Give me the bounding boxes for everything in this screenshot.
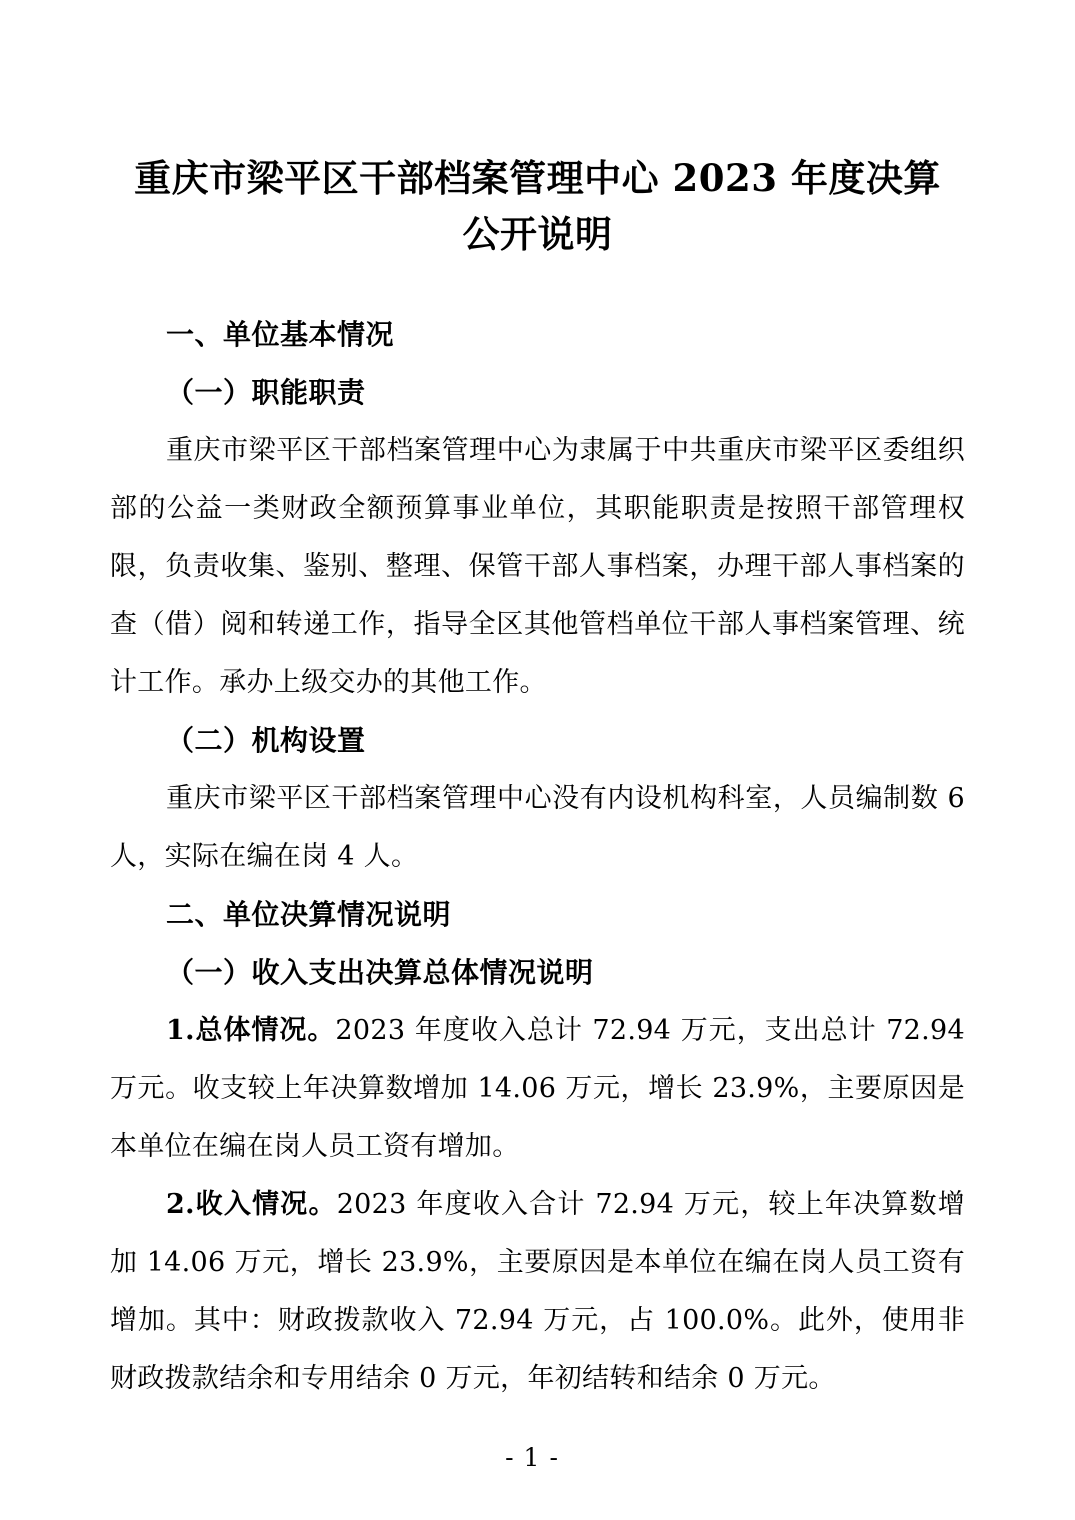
page-number-value: 1 [523,1443,542,1472]
paragraph-lead-overall: 1.总体情况。 [166,1015,336,1046]
paragraph-organization: 重庆市梁平区干部档案管理中心没有内设机构科室，人员编制数 6 人，实际在编在岗 4 人。 [110,783,965,872]
section-heading-duties: （一）职能职责 [166,376,366,409]
paragraph-body-income: 2023 年度收入合计 72.94 万元，较上年决算数增加 14.06 万元，增长 23.9%，主要原因是本单位在编在岗人员工资有增加。其中：财政拨款收入 72.94 万元，占 100.0%。此外，使用非财政拨款结余和专用结余 0 万元，年初结转和结余 0 万元。 [110,1189,966,1394]
section-heading-income-expenditure: （一）收入支出决算总体情况说明 [166,956,594,989]
page-number [0,1443,1075,1472]
page-number-dash-left: - [505,1443,516,1472]
page-title: 重庆市梁平区干部档案管理中心 2023 年度决算公开说明 [134,156,941,256]
section-heading-organization: （二）机构设置 [166,724,366,757]
paragraph-body-overall: 2023 年度收入总计 72.94 万元，支出总计 72.94 万元。收支较上年决算数增加 14.06 万元，增长 23.9%，主要原因是本单位在编在岗人员工资有增加。 [110,1015,965,1162]
paragraph-overall-situation [110,1002,965,1176]
page-number-dash-right: - [549,1443,560,1472]
paragraph-income-situation [110,1176,965,1408]
section-heading-unit-overview: 一、单位基本情况 [166,318,395,351]
paragraph-lead-income: 2.收入情况。 [166,1189,337,1220]
section-heading-final-accounts: 二、单位决算情况说明 [166,898,452,931]
paragraph-duties: 重庆市梁平区干部档案管理中心为隶属于中共重庆市梁平区委组织部的公益一类财政全额预算事业单位，其职能职责是按照干部管理权限，负责收集、鉴别、整理、保管干部人事档案，办理干部人事档案的查（借）阅和转递工作，指导全区其他管档单位干部人事档案管理、统计工作。承办上级交办的其他工作。 [110,435,965,698]
